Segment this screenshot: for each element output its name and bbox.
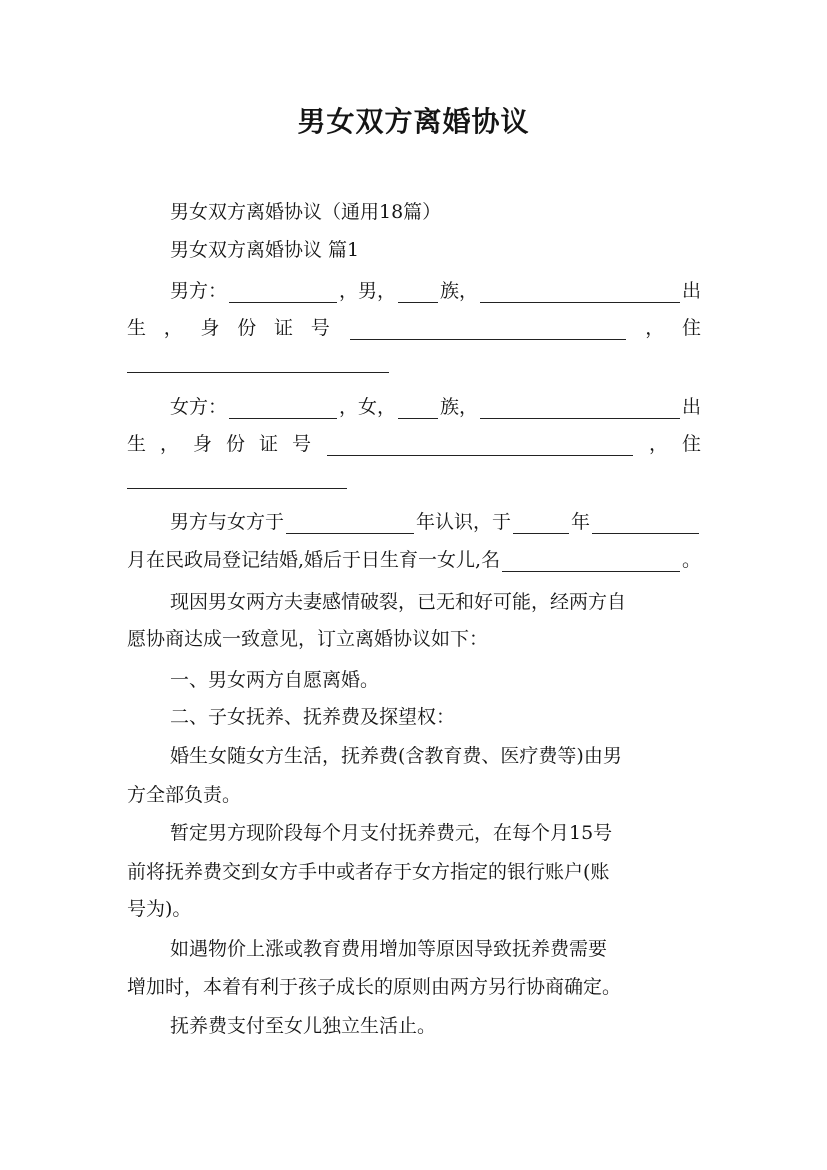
female-addr-label: 住: [681, 433, 701, 455]
marry-month-blank: [592, 513, 699, 534]
paragraph-line: 婚生女随女方生活，抚养费(含教育费、医疗费等)由男: [170, 745, 622, 767]
female-id-blank: [327, 435, 633, 456]
section-heading: 男女双方离婚协议 篇1: [170, 239, 360, 261]
male-id-char: 份: [237, 317, 257, 339]
male-name-blank: [229, 282, 337, 303]
paragraph-line: 增加时，本着有利于孩子成长的原则由两方另行协商确定。: [127, 976, 622, 998]
male-id-char: ，: [163, 317, 183, 339]
paragraph-line: 现因男女两方夫妻感情破裂，已无和好可能，经两方自: [170, 591, 627, 613]
male-ethnic-blank: [398, 282, 438, 303]
male-label: 男方：: [170, 280, 228, 302]
paragraph-line: 抚养费支付至女儿独立生活止。: [170, 1015, 437, 1037]
marriage-text-1: 男方与女方于: [170, 511, 285, 533]
female-id-char: 身: [193, 433, 213, 455]
marry-year-blank: [513, 513, 569, 534]
female-sep: ，: [339, 396, 359, 418]
female-label: 女方：: [170, 396, 228, 418]
paragraph-line: 前将抚养费交到女方手中或者存于女方指定的银行账户(账: [127, 861, 610, 883]
female-info-line: [170, 395, 701, 419]
male-sep: ，: [339, 280, 359, 302]
female-addr-blank: [127, 468, 347, 489]
marriage-text-2: 年认识，于: [416, 511, 512, 533]
male-id-comma: ，: [645, 317, 665, 339]
male-id-char: 号: [310, 317, 330, 339]
female-id-line: [127, 432, 701, 456]
marriage-text-5: 。: [681, 549, 701, 571]
female-birth: 出: [681, 396, 701, 418]
male-addr-blank: [127, 352, 389, 373]
male-addr-line: [127, 352, 701, 379]
document-title: 男女双方离婚协议: [297, 105, 530, 138]
female-id-char: 号: [292, 433, 312, 455]
female-ethnic: 族，: [440, 396, 479, 418]
paragraph-line: 暂定男方现阶段每个月支付抚养费元，在每个月15号: [170, 822, 613, 844]
male-id-line: [127, 316, 701, 340]
paragraph-line: 一、男女两方自愿离婚。: [170, 669, 380, 691]
male-birth-blank: [480, 282, 680, 303]
male-birth: 出: [681, 280, 701, 302]
marriage-line-1: [170, 510, 701, 534]
female-addr-line: [127, 468, 701, 495]
daughter-name-blank: [502, 551, 680, 572]
male-id-char: 证: [274, 317, 294, 339]
marriage-text-4: 月在民政局登记结婚,婚后于日生育一女儿,名: [127, 549, 501, 571]
female-gender: 女，: [358, 396, 397, 418]
male-id-char: 生: [127, 317, 147, 339]
female-id-char: 份: [226, 433, 246, 455]
male-id-char: 身: [200, 317, 220, 339]
male-info-line: [170, 279, 701, 303]
marriage-line-2: [127, 548, 701, 572]
female-id-comma: ，: [648, 433, 668, 455]
male-addr-label: 住: [681, 317, 701, 339]
male-ethnic: 族，: [440, 280, 479, 302]
female-id-char: 生: [127, 433, 147, 455]
female-ethnic-blank: [398, 398, 438, 419]
marriage-text-3: 年: [571, 511, 591, 533]
meet-year-blank: [286, 513, 414, 534]
paragraph-line: 如遇物价上涨或教育费用增加等原因导致抚养费需要: [170, 938, 608, 960]
male-gender: 男，: [358, 280, 397, 302]
female-birth-blank: [480, 398, 680, 419]
paragraph-line: 愿协商达成一致意见，订立离婚协议如下：: [127, 628, 489, 650]
paragraph-line: 方全部负责。: [127, 784, 242, 806]
female-id-char: 证: [259, 433, 279, 455]
male-id-blank: [350, 319, 626, 340]
female-name-blank: [229, 398, 337, 419]
female-id-char: ，: [160, 433, 180, 455]
paragraph-line: 二、子女抚养、抚养费及探望权：: [170, 706, 456, 728]
subtitle: 男女双方离婚协议（通用18篇）: [170, 201, 442, 223]
paragraph-line: 号为)。: [127, 898, 192, 920]
